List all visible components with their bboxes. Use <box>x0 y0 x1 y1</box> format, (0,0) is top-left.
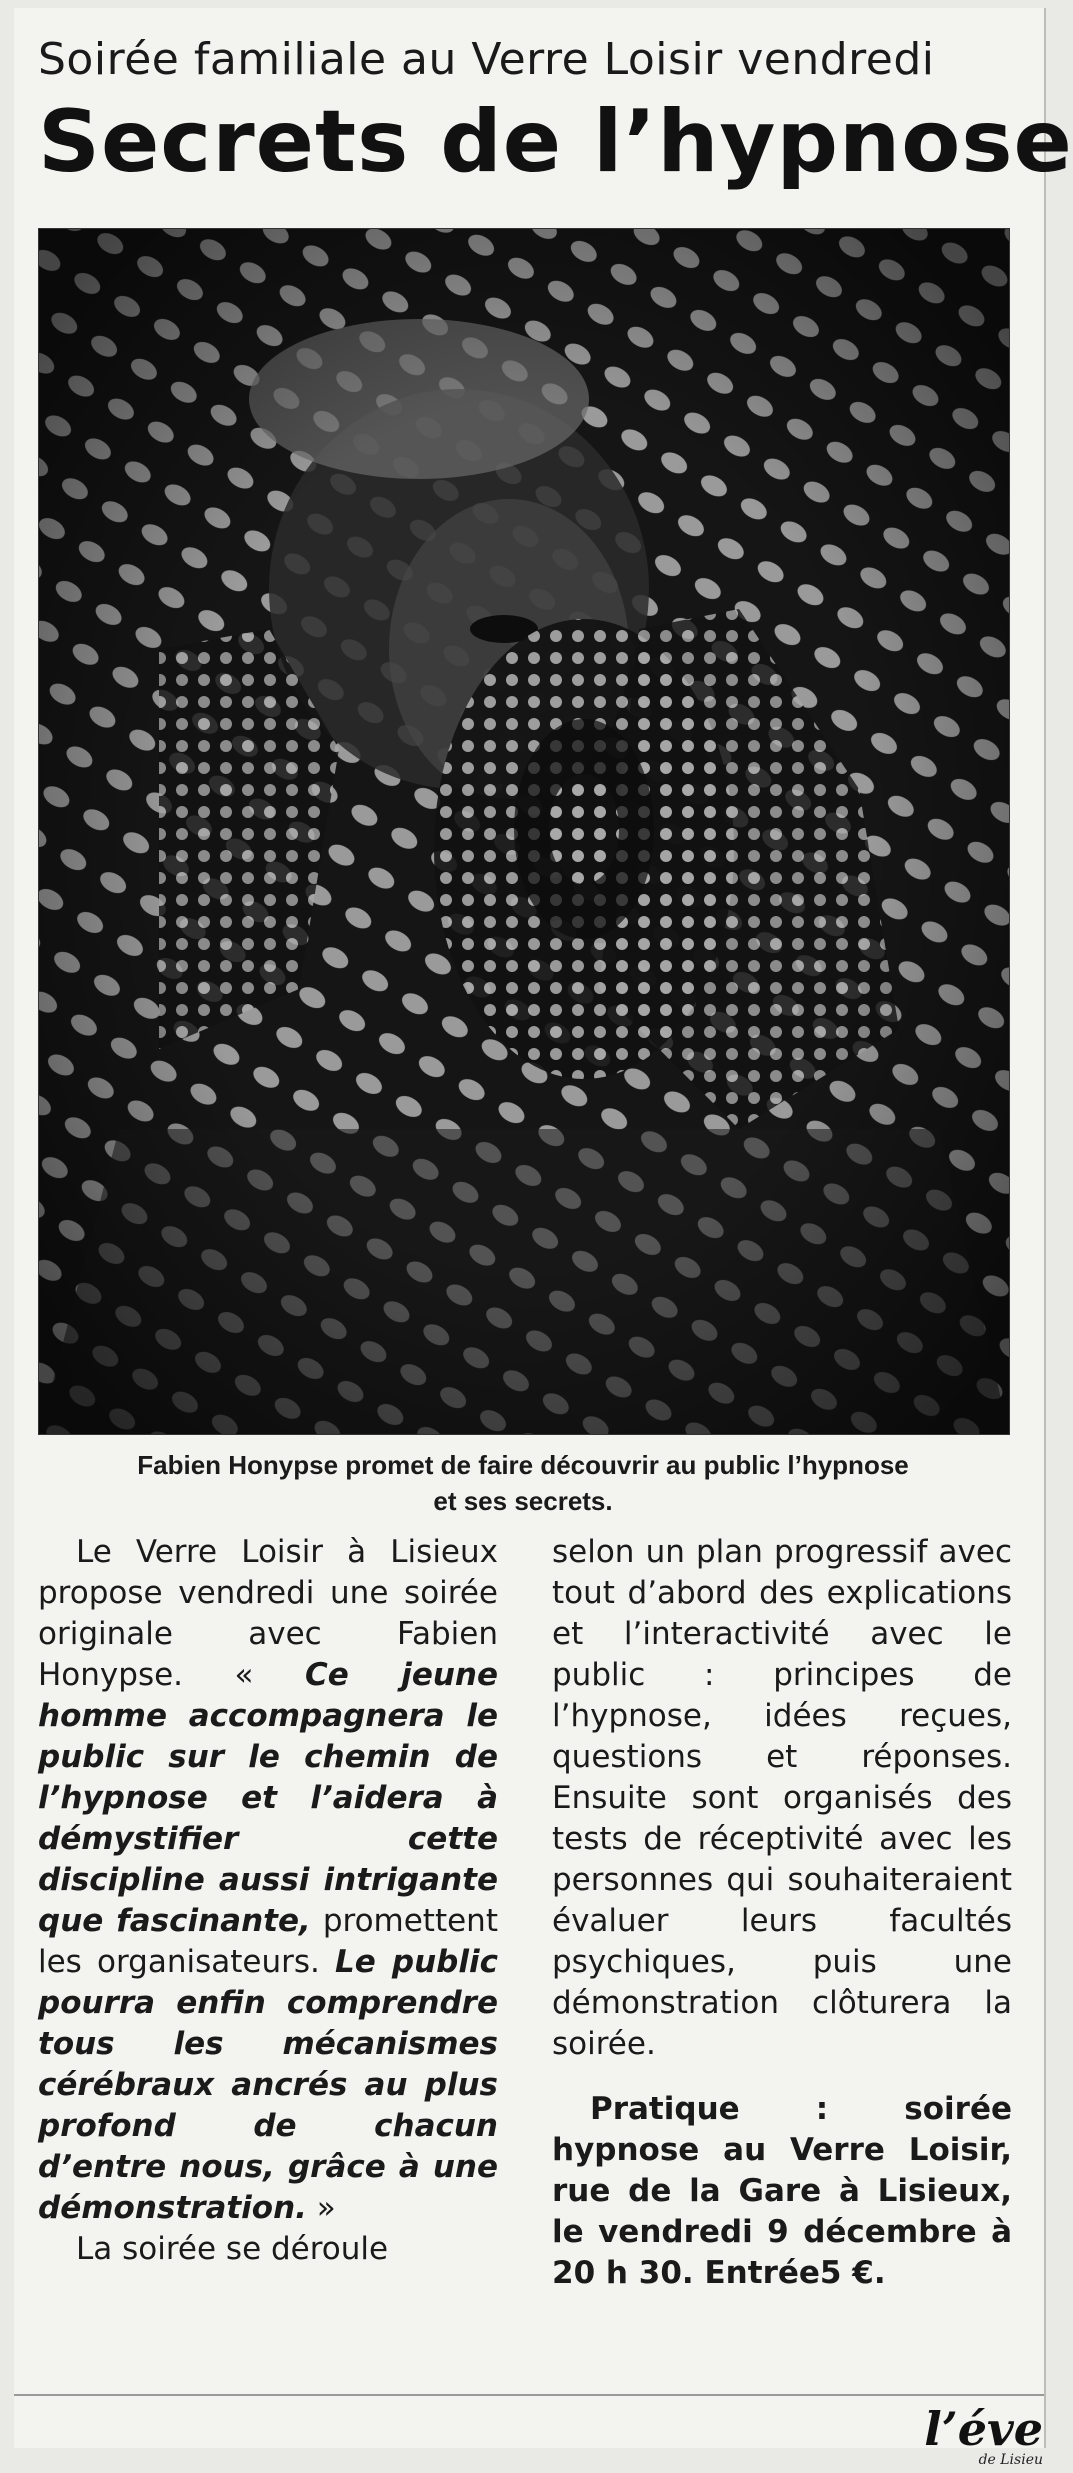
photo-caption <box>38 1447 1008 1519</box>
paragraph-pratique: Pratique : soirée hypnose au Verre Loisir, rue de la Gare à Lisieux, le vendredi 9 décembre à 20 h 30. Entrée5 €. <box>552 2091 1012 2291</box>
article-column-left <box>38 1532 498 2270</box>
paragraph-programme: selon un plan progressif avec tout d’abord des explications et l’interactivité avec le public : principes de l’hypnose, idées reçues, questions et réponses. Ensuite sont organisés des tests de réceptivité avec les personnes qui souhaiteraient évaluer leurs facultés psychiques, puis une démonstration clôturera la soirée. <box>552 1534 1012 2062</box>
article-kicker: Soirée familiale au Verre Loisir vendredi <box>38 34 935 85</box>
caption-line-2: et ses secrets. <box>433 1486 613 1516</box>
newspaper-logo-subtitle: de Lisieu <box>978 2452 1043 2468</box>
article-column-right <box>552 1532 1012 2294</box>
intro-text: Le Verre Loisir à Lisieux propose vendredi une soirée originale avec Fabien Honypse. « <box>38 1534 498 1693</box>
quote-1: Ce jeune homme accompagnera le public sur le chemin de l’hypnose et l’aidera à démystifier cette discipline aussi intrigante que fascinante, <box>38 1657 499 1939</box>
quote-close: » <box>306 2190 336 2226</box>
article-photo <box>38 228 1010 1435</box>
quote-2: Le public pourra enfin comprendre tous les mécanismes cérébraux ancrés au plus profond de chacun d’entre nous, grâce à une démonstration. <box>38 1944 499 2226</box>
intro-attribution: promettent les organisateurs. <box>38 1903 498 1980</box>
newspaper-logo: l’éve <box>924 2402 1043 2456</box>
footer-rule <box>14 2394 1044 2396</box>
paragraph-deroule: La soirée se déroule <box>76 2231 389 2267</box>
paragraph-intro <box>38 1532 498 2229</box>
caption-line-1: Fabien Honypse promet de faire découvrir au public l’hypnose <box>137 1450 909 1480</box>
article-headline: Secrets de l’hypnose <box>38 92 1073 192</box>
